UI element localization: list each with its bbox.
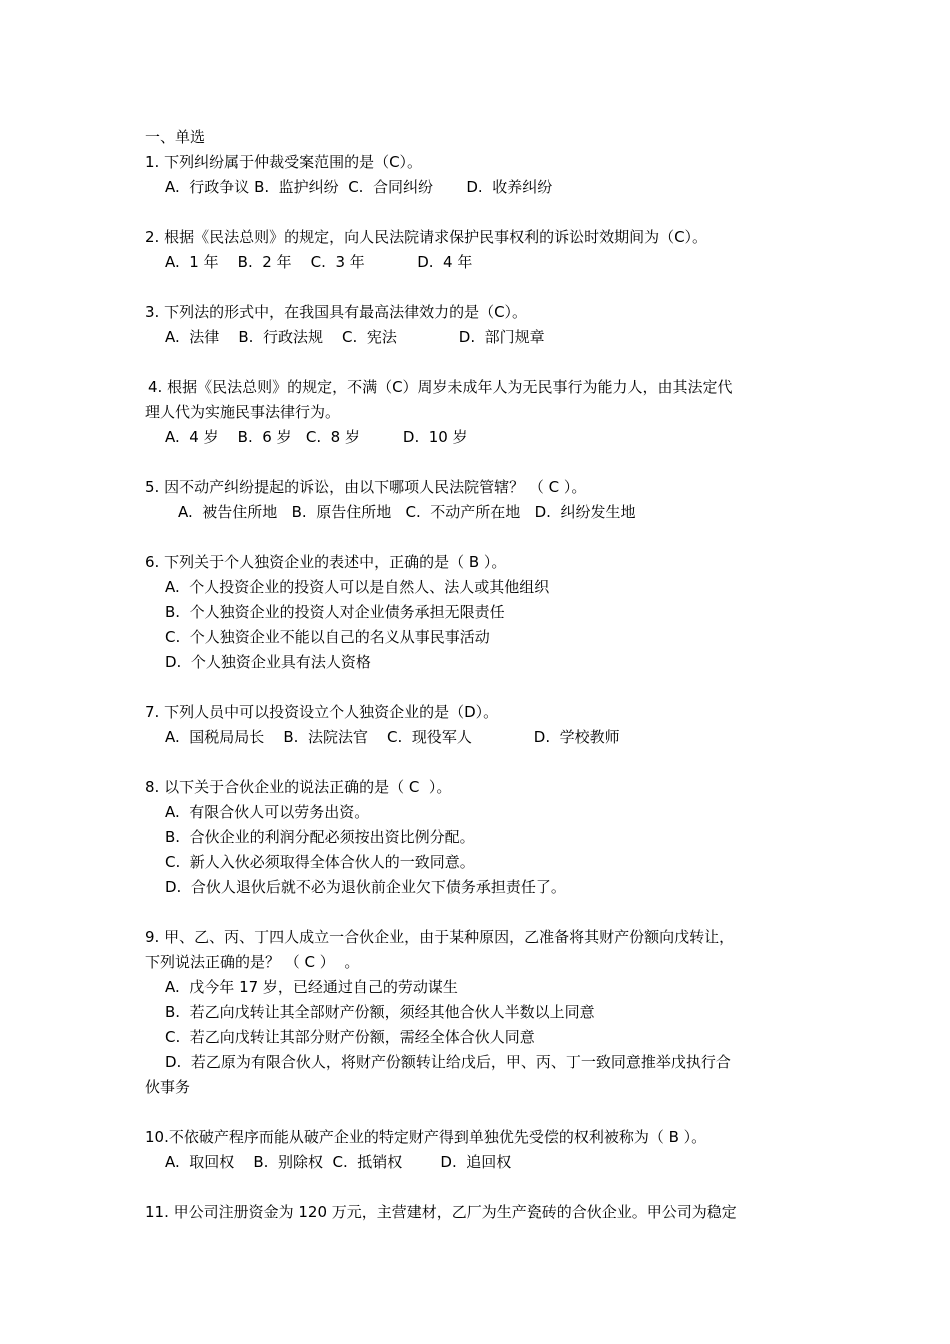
section-title: 一、单选 xyxy=(145,128,206,146)
question-6-option-d: D. 个人独资企业具有法人资格 xyxy=(165,653,371,671)
question-1: 1. 下列纠纷属于仲裁受案范围的是（C）。 xyxy=(145,153,423,171)
question-9: 9. 甲、乙、丙、丁四人成立一合伙企业，由于某种原因，乙准备将其财产份额向戊转让， xyxy=(145,928,735,946)
question-8-option-a: A. 有限合伙人可以劳务出资。 xyxy=(165,803,370,821)
question-6-option-b: B. 个人独资企业的投资人对企业债务承担无限责任 xyxy=(165,603,505,621)
question-2-options: A. 1 年 B. 2 年 C. 3 年 D. 4 年 xyxy=(165,253,473,271)
question-3: 3. 下列法的形式中，在我国具有最高法律效力的是（C）。 xyxy=(145,303,528,321)
question-6: 6. 下列关于个人独资企业的表述中，正确的是（ B ）。 xyxy=(145,553,507,571)
question-8-option-b: B. 合伙企业的利润分配必须按出资比例分配。 xyxy=(165,828,475,846)
question-4: 4. 根据《民法总则》的规定，不满（C）周岁未成年人为无民事行为能力人，由其法定代 xyxy=(148,378,733,396)
question-1-options: A. 行政争议 B. 监护纠纷 C. 合同纠纷 D. 收养纠纷 xyxy=(165,178,553,196)
question-9-cont: 下列说法正确的是？ （ C ） 。 xyxy=(145,953,360,971)
question-9-option-c: C. 若乙向戊转让其部分财产份额，需经全体合伙人同意 xyxy=(165,1028,535,1046)
question-9-option-b: B. 若乙向戊转让其全部财产份额，须经其他合伙人半数以上同意 xyxy=(165,1003,595,1021)
question-9-option-d-cont: 伙事务 xyxy=(145,1078,191,1096)
question-6-option-c: C. 个人独资企业不能以自己的名义从事民事活动 xyxy=(165,628,490,646)
question-10: 10.不依破产程序而能从破产企业的特定财产得到单独优先受偿的权利被称为（ B ）。 xyxy=(145,1128,707,1146)
question-8-option-c: C. 新人入伙必须取得全体合伙人的一致同意。 xyxy=(165,853,475,871)
question-8-option-d: D. 合伙人退伙后就不必为退伙前企业欠下债务承担责任了。 xyxy=(165,878,566,896)
question-3-options: A. 法律 B. 行政法规 C. 宪法 D. 部门规章 xyxy=(165,328,545,346)
question-11: 11. 甲公司注册资金为 120 万元，主营建材，乙厂为生产瓷砖的合伙企业。甲公司为稳定 xyxy=(145,1203,737,1221)
question-6-option-a: A. 个人投资企业的投资人可以是自然人、法人或其他组织 xyxy=(165,578,550,596)
question-4-cont: 理人代为实施民事法律行为。 xyxy=(145,403,341,421)
question-5-options: A. 被告住所地 B. 原告住所地 C. 不动产所在地 D. 纠纷发生地 xyxy=(178,503,636,521)
question-4-options: A. 4 岁 B. 6 岁 C. 8 岁 D. 10 岁 xyxy=(165,428,468,446)
question-7-options: A. 国税局局长 B. 法院法官 C. 现役军人 D. 学校教师 xyxy=(165,728,620,746)
question-2: 2. 根据《民法总则》的规定，向人民法院请求保护民事权利的诉讼时效期间为（C）。 xyxy=(145,228,708,246)
question-5: 5. 因不动产纠纷提起的诉讼，由以下哪项人民法院管辖？ （ C ）。 xyxy=(145,478,587,496)
question-7: 7. 下列人员中可以投资设立个人独资企业的是（D）。 xyxy=(145,703,499,721)
question-10-options: A. 取回权 B. 别除权 C. 抵销权 D. 追回权 xyxy=(165,1153,512,1171)
question-9-option-d: D. 若乙原为有限合伙人，将财产份额转让给戊后，甲、丙、丁一致同意推举戊执行合 xyxy=(165,1053,731,1071)
question-9-option-a: A. 戊今年 17 岁，已经通过自己的劳动谋生 xyxy=(165,978,458,996)
question-8: 8. 以下关于合伙企业的说法正确的是（ C ）。 xyxy=(145,778,452,796)
